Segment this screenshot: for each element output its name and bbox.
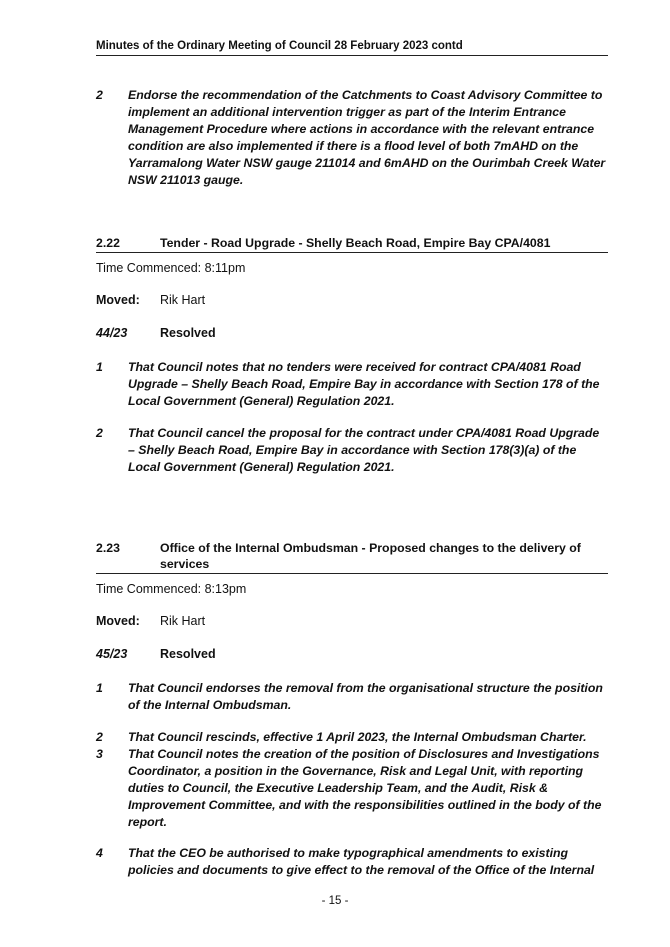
moved-value: Rik Hart — [160, 614, 206, 628]
moved-label: Moved: — [96, 293, 140, 307]
section-number: 2.22 — [96, 236, 120, 250]
resolution-word: Resolved — [160, 647, 216, 661]
item-number: 2 — [96, 426, 103, 440]
resolution-item — [96, 359, 608, 410]
item-number: 2 — [96, 88, 103, 102]
section-title: Tender - Road Upgrade - Shelly Beach Road, Empire Bay CPA/4081 — [160, 236, 551, 250]
resolution-code: 45/23 — [96, 647, 128, 661]
section-number: 2.23 — [96, 541, 120, 555]
section-heading-2-23 — [96, 540, 608, 574]
item-number: 4 — [96, 846, 103, 860]
item-text: That Council notes that no tenders were received for contract CPA/4081 Road Upgrade – Shelly Beach Road, Empire Bay in accordance with Section 178 of the Local Government (General) Regulation 2021. — [128, 360, 600, 408]
moved-value: Rik Hart — [160, 293, 206, 307]
resolution-item — [96, 845, 608, 879]
item-text: That the CEO be authorised to make typographical amendments to existing policies and documents to give effect to the removal of the Office of the Internal — [128, 846, 595, 877]
intro-resolution-item — [96, 87, 608, 189]
resolution-item — [96, 729, 608, 746]
time-commenced: Time Commenced: 8:13pm — [96, 582, 247, 596]
resolution-item — [96, 680, 608, 714]
resolution-item — [96, 425, 608, 476]
item-number: 1 — [96, 360, 103, 374]
resolution-item — [96, 746, 608, 831]
resolution-code: 44/23 — [96, 326, 128, 340]
section-heading-2-22 — [96, 235, 608, 253]
item-text: That Council rescinds, effective 1 April 2023, the Internal Ombudsman Charter. — [128, 730, 587, 744]
item-number: 3 — [96, 747, 103, 761]
section-title: Office of the Internal Ombudsman - Proposed changes to the delivery of services — [160, 541, 581, 571]
item-number: 2 — [96, 730, 103, 744]
item-text: That Council cancel the proposal for the contract under CPA/4081 Road Upgrade – Shelly Beach Road, Empire Bay in accordance with Section 178(3)(a) of the Local Government (General) Regulation 2021. — [128, 426, 600, 474]
item-text: That Council endorses the removal from the organisational structure the position of the Internal Ombudsman. — [128, 681, 603, 712]
resolution-word: Resolved — [160, 326, 216, 340]
moved-label: Moved: — [96, 614, 140, 628]
item-number: 1 — [96, 681, 103, 695]
time-commenced: Time Commenced: 8:11pm — [96, 261, 246, 275]
item-text: Endorse the recommendation of the Catchments to Coast Advisory Committee to implement an additional intervention trigger as part of the Interim Entrance Management Procedure where actions in accordance with the relevant entrance condition are also implemented if there is a flood level of both 7mAHD on the Yarramalong Water NSW gauge 211014 and 6mAHD on the Ourimbah Creek Water NSW 211013 gauge. — [128, 88, 606, 187]
page-number: - 15 - — [321, 895, 349, 907]
item-text: That Council notes the creation of the position of Disclosures and Investigations Coordinator, a position in the Governance, Risk and Legal Unit, with reporting duties to Council, the Executive Leadership Team, and the Audit, Risk & Improvement Committee, and with the responsibilities outlined in the body of the report. — [128, 747, 602, 829]
page-header: Minutes of the Ordinary Meeting of Council 28 February 2023 contd — [96, 40, 608, 56]
